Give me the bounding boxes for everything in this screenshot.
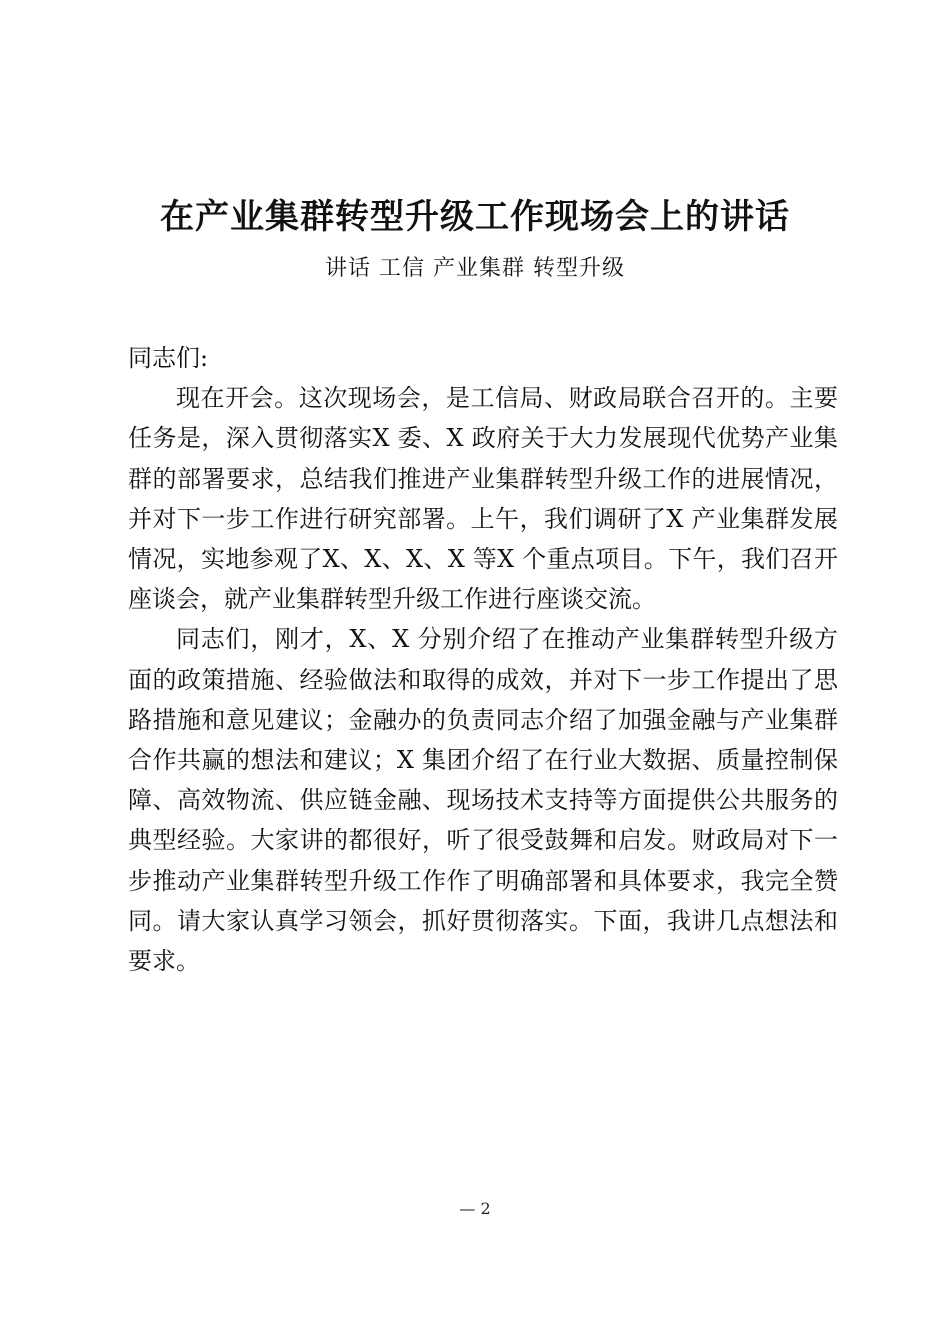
document-title: 在产业集群转型升级工作现场会上的讲话 [160,197,790,237]
page-number: — 2 [459,1199,491,1218]
document-body [128,338,838,981]
paragraph-1: 现在开会。这次现场会，是工信局、财政局联合召开的。主要任务是，深入贯彻落实X 委、X 政府关于大力发展现代优势产业集群的部署要求，总结我们推进产业集群转型升级工作的进展情况，并对下一步工作进行研究部署。上午，我们调研了X 产业集群发展情况，实地参观了X、X、X、X 等X 个重点项目。下午，我们召开座谈会，就产业集群转型升级工作进行座谈交流。 [128,384,838,614]
greeting: 同志们: [128,344,209,372]
document-keywords: 讲话 工信 产业集群 转型升级 [325,256,625,281]
paragraph-2: 同志们，刚才，X、X 分别介绍了在推动产业集群转型升级方面的政策措施、经验做法和取得的成效，并对下一步工作提出了思路措施和意见建议；金融办的负责同志介绍了加强金融与产业集群合作共赢的想法和建议；X 集团介绍了在行业大数据、质量控制保障、高效物流、供应链金融、现场技术支持等方面提供公共服务的典型经验。大家讲的都很好，听了很受鼓舞和启发。财政局对下一步推动产业集群转型升级工作作了明确部署和具体要求，我完全赞同。请大家认真学习领会，抓好贯彻落实。下面，我讲几点想法和要求。 [128,625,838,976]
